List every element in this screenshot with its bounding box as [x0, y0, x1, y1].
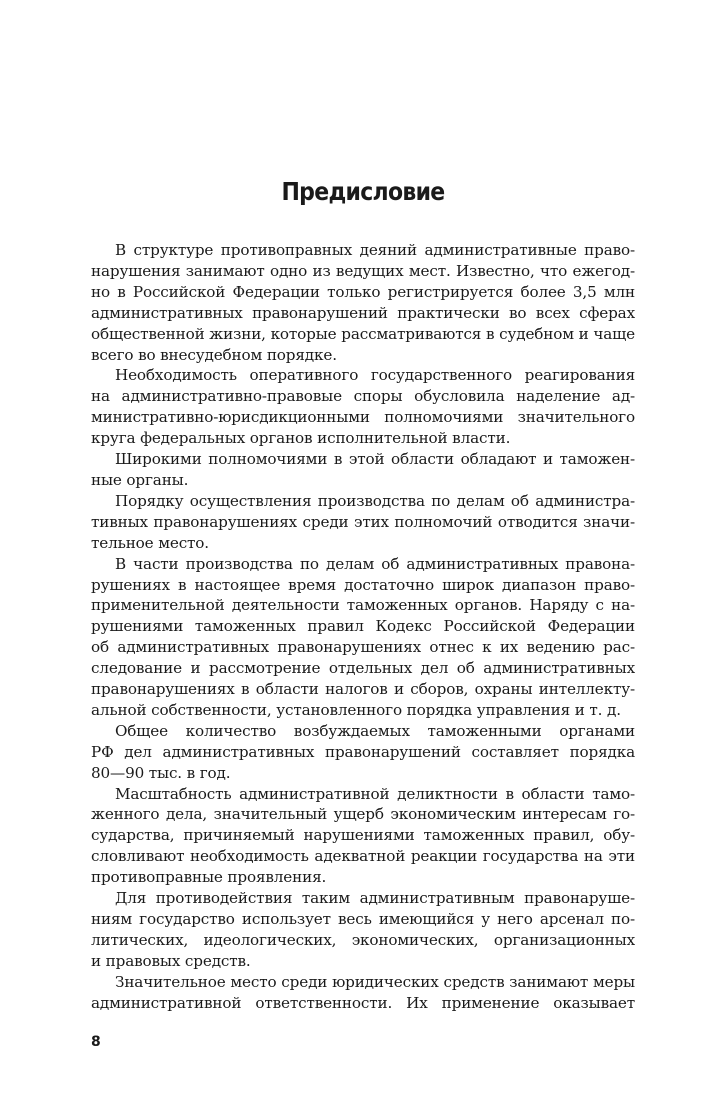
text-line: Необходимость оперативного государственного реагирования [115, 366, 635, 385]
body-text [91, 240, 635, 1014]
text-line: В структуре противоправных деяний административные право- [115, 241, 635, 259]
text-line: ные органы. [91, 470, 189, 489]
text-line: применительной деятельности таможенных органов. Наряду с на- [91, 596, 635, 615]
text-line: противоправные проявления. [91, 868, 327, 887]
text-line: тивных правонарушениях среди этих полномочий отводится значи- [91, 512, 635, 531]
text-line: тельное место. [91, 533, 209, 552]
text-line: Для противодействия таким административным правонаруше- [115, 889, 635, 908]
text-line: Значительное место среди юридических средств занимают меры [115, 972, 635, 991]
paragraph [91, 888, 635, 972]
text-line: Порядку осуществления производства по делам об администра- [115, 491, 635, 510]
text-line: нарушения занимают одно из ведущих мест. Известно, что ежегод- [91, 261, 635, 280]
text-line: круга федеральных органов исполнительной власти. [91, 429, 511, 448]
page-number: 8 [91, 1034, 101, 1050]
paragraph [91, 491, 635, 554]
paragraph [91, 240, 635, 365]
text-line: литических, идеологических, экономических, организационных [91, 930, 635, 949]
paragraph [91, 972, 635, 1014]
text-line: 80—90 тыс. в год. [91, 763, 231, 782]
text-line: Общее количество возбуждаемых таможенными органами [115, 721, 635, 740]
text-line: об административных правонарушениях отнес к их ведению рас- [91, 638, 635, 657]
paragraph [91, 554, 635, 721]
text-line: административной ответственности. Их применение оказывает [91, 993, 635, 1012]
text-line: министративно-юрисдикционными полномочиями значительного [91, 408, 635, 427]
text-line: и правовых средств. [91, 951, 251, 970]
text-line: В части производства по делам об административных правона- [115, 554, 635, 573]
page-title: Предисловие [281, 177, 445, 206]
text-line: женного дела, значительный ущерб экономическим интересам го- [91, 805, 635, 824]
text-line: Масштабность административной деликтности в области тамо- [115, 784, 635, 803]
text-line: правонарушениях в области налогов и сборов, охраны интеллекту- [91, 680, 635, 699]
text-line: рушениях в настоящее время достаточно широк диапазон право- [91, 575, 635, 594]
paragraph [91, 784, 635, 889]
text-line: словливают необходимость адекватной реакции государства на эти [91, 847, 635, 866]
text-line: Широкими полномочиями в этой области обладают и таможен- [115, 450, 635, 469]
text-line: РФ дел административных правонарушений составляет порядка [91, 742, 635, 761]
paragraph [91, 365, 635, 449]
paragraph [91, 449, 635, 491]
text-line: на административно-правовые споры обусловила наделение ад- [91, 387, 635, 406]
text-line: сударства, причиняемый нарушениями таможенных правил, обу- [91, 826, 635, 845]
text-line: ниям государство использует весь имеющийся у него арсенал по- [91, 910, 635, 928]
text-line: альной собственности, установленного порядка управления и т. д. [91, 700, 621, 719]
text-line: рушениями таможенных правил Кодекс Российской Федерации [91, 617, 635, 636]
text-line: следование и рассмотрение отдельных дел об административных [91, 659, 635, 678]
paragraph [91, 721, 635, 784]
text-line: административных правонарушений практически во всех сферах [91, 303, 635, 322]
text-line: общественной жизни, которые рассматриваются в судебном и чаще [91, 324, 635, 343]
text-line: но в Российской Федерации только регистрируется более 3,5 млн [91, 282, 635, 301]
text-line: всего во внесудебном порядке. [91, 345, 337, 364]
